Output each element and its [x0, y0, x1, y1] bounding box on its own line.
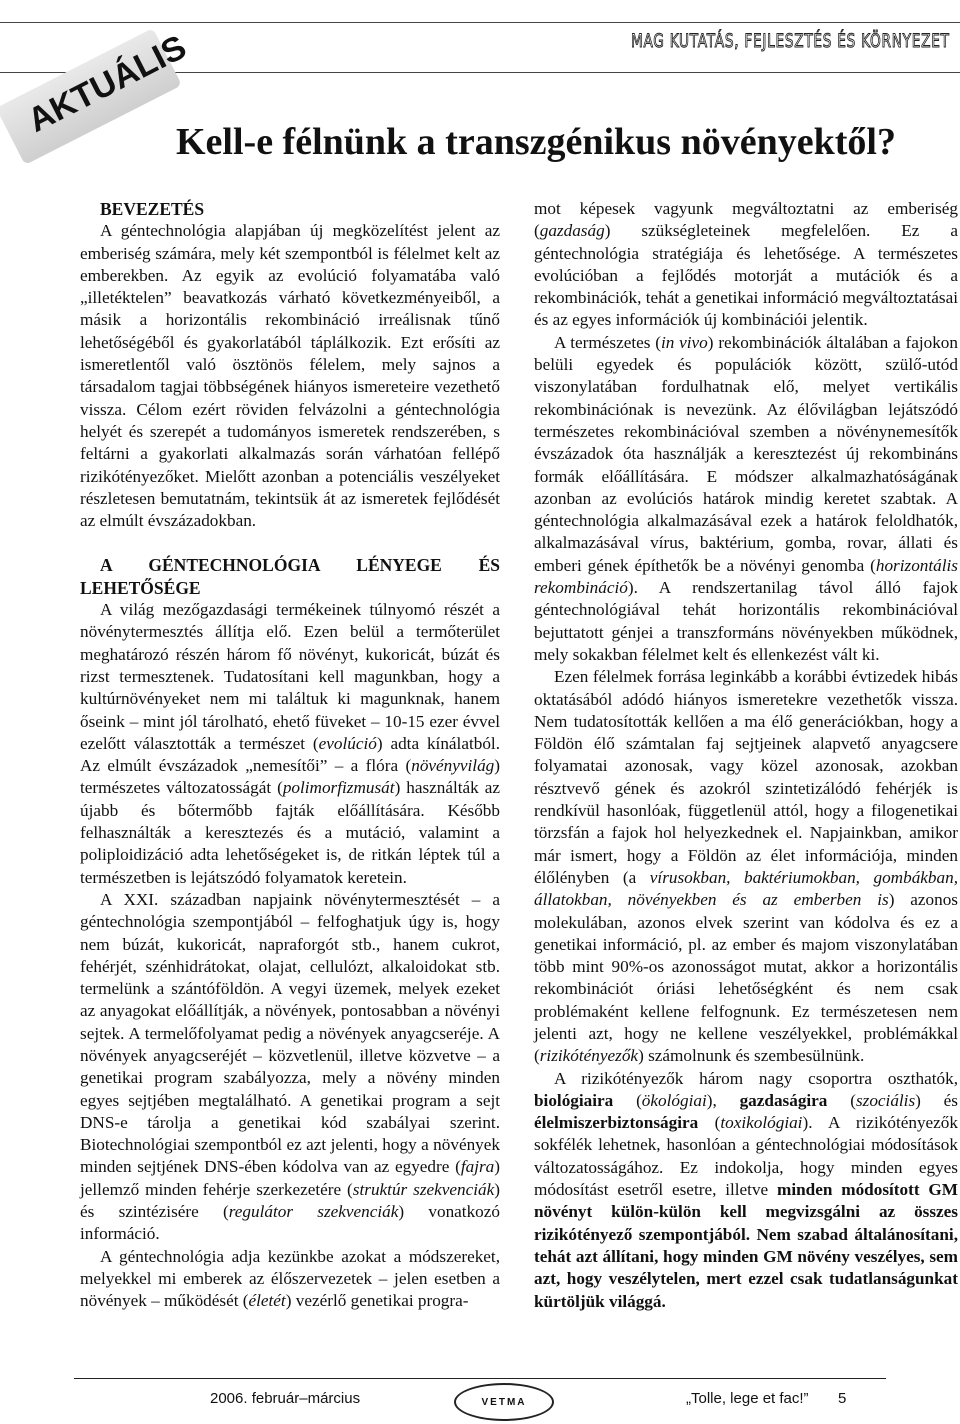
footer-date: 2006. február–március: [210, 1390, 361, 1407]
paragraph-fears: Ezen félelmek forrása leginkább a korábbi évtizedek hibás oktatásából adódó hiányos ismeretekre vezethetők vissza. Nem tudatosították kellően a ma élő generációkban, hogy a Földön élő számtalan faj sejtjeinek alapvető anyagcsere folyamatai azonosak, vagy közel azonosak, azokban résztvevő gének és azokról szintetizálódó fehérjék is rendkívül hasonlóak, függetlenül attól, hogy a filogenetikai törzsfán a fajok hol helyezkednek el. Napjainkban, amikor már ismert, hogy a Földön az élet információja, minden élőlényben (a vírusokban, baktériumokban, gombákban, állatokban, növényekben és az emberben is) azonos molekulában, azonos elvek szerint van kódolva és ez a genetikai információ, pl. az ember és majom viszonylatában több mint 90%-os azonosságot mutat, akkor a horizontális rekombinációt óriási lehetőségként és nem csak problémaként kellene felfognunk. Ez természetesen nem jelenti azt, hogy ne kellene veszélyekkel, problémákkal (rizikótényezők) számolnunk és szembesülnünk.: [534, 667, 958, 1066]
right-column: [534, 198, 958, 1313]
paragraph-crops: A világ mezőgazdasági termékeinek túlnyomó részét a növénytermesztés állítja elő. Ezen belül a termőterület meghatározó részén három fő növényt, kukoricát, búzát és rizst termesztenek. Tudatosítani kell magunkban, hogy a kultúrnövényeket nem mi találtuk ki magunknak, hanem őseink – mint jól tárolható, ehető füveket – 10-15 ezer évvel ezelőtt választották a természet (evolúció) adta kínálatból. Az elmúlt évszázadok „nemesítői” – a flóra (növényvilág) természetes változatosságát (polimorfizmusát) használták az újabb és bőtermőbb fajták előállítására. Később felhasználták a keresztezés és a mutáció, valamint a poliploidizáció adta lehetőségeket is, de ritkán léptek túl a természetben is lejátszódó folyamatok keretein.: [80, 600, 500, 887]
paragraph-risks: A rizikótényezők három nagy csoportra oszthatók, biológiaira (ökológiai), gazdaságira (szociális) és élelmiszerbiztonságira (toxikológiai). A rizikótényezők sokfélék lehetnek, hasonlóan a géntechnológiai módosítások változatosságához. Ez indokolja, hogy minden egyes módosítást esetről esetre, illetve minden módosított GM növényt külön-külön kell megvizsgálni az összes rizikótényező szempontjából. Nem szabad általánosítani, tehát azt állítani, hogy minden GM növény veszélyes, sem azt, hogy veszélytelen, mert ezzel csak tudatlanságunkat kürtöljük világgá.: [534, 1068, 958, 1311]
article-title: Kell-e félnünk a transzgénikus növényektől?: [176, 121, 896, 163]
page-number: 5: [838, 1390, 847, 1407]
footer-rule: [74, 1378, 886, 1379]
paragraph-xxi-century: A XXI. században napjaink növénytermesztését – a géntechnológia szempontjából – felfoghatjuk úgy is, hogy nem búzát, kukoricát, napraforgót stb., hanem cukrot, fehérjét, szénhidrátokat, olajat, cellulózt, alkaloidokat stb. termelünk a szántóföldön. A vegyi üzemek, melyek ezeket az anyagokat előállítják, a növények, pontosabban a növényi sejtek. A termelőfolyamat pedig a növények anyagcseréje. A növények anyagcseréjét – közvetlenül, illetve közvetve – a genetikai program szabályozza, mely a növény minden egyes sejtjében megtalálható. A genetikai program a sejt DNS-e tárolja a genetikai kód szabályai szerint. Biotechnológiai szempontból ez azt jelenti, hogy a növények minden sejtjének DNS-ében kódolva van az egyedre (fajra) jellemző minden fehérje szerkezetére (struktúr szekvenciák) és szintézisére (regulátor szekvenciák) vonatkozó információ.: [80, 889, 501, 1244]
paragraph-recombination: A természetes (in vivo) rekombinációk általában a fajokon belüli egyedek és populációk között, szülő-utód viszonylatában fordulhatnak elő, melyet vertikális rekombinációnak is nevezünk. Az élővilágban lejátszódó természetes rekombinációval szemben a növénynemesítők évszázadok óta használják a keresztezést új rekombináns formák előállítására. E módszer alkalmazhatóságának azonban az evolúciós határok mindig keretet szabtak. A géntechnológia alkalmazásával ezek a határok feloldhatók, alkalmazásával vírus, baktérium, gomba, rovar, állati és emberi gének építhetők be a növényi genomba (horizontális rekombináció). A rendszertanilag távol álló fajok géntechnológiával tehát horizontális rekombinációval bejuttatott génjei a transzformáns növényekben működnek, mely sokakban félelmet kelt és ellenkezést vált ki.: [534, 332, 958, 664]
paragraph-methods: A géntechnológia adja kezünkbe azokat a módszereket, melyekkel mi emberek az élőszervezetek – jelen esetben a növények – működését (életét) vezérlő genetikai progra-: [80, 1246, 500, 1311]
running-head: MAG KUTATÁS, FEJLESZTÉS ÉS KÖRNYEZET: [631, 30, 950, 52]
publisher-logo: VETMA: [454, 1383, 554, 1421]
heading-main: A GÉNTECHNOLÓGIA LÉNYEGE ÉS LEHETŐSÉGE: [80, 555, 500, 598]
section-badge: [0, 27, 193, 165]
paragraph-strategy: mot képesek vagyunk megváltoztatni az emberiség (gazdaság) szükségleteinek megfelelően. Ez a géntechnológia stratégiája és lehetősége. A természetes evolúcióban a fejlődés motorját a mutációk és a rekombinációk, tehát a genetikai információ megváltoztatásai és az egyes információk új kombinációi jelentik.: [534, 199, 958, 330]
header-rule-top: [0, 22, 960, 23]
badge-label: AKTUÁLIS: [21, 27, 193, 140]
paragraph-intro: A géntechnológia alapjában új megközelítést jelent az emberiség számára, mely két szempontból is félelmet kelt az emberekben. Az egyik az evolúció folyamatába való „illetéktelen” beavatkozás várható következményeiből, a másik a horizontális rekombináció irreálisnak tűnő lehetőségéből és gyakorlatából táplálkozik. Ezt erősíti az ismeretlentől való ösztönös félelem, mely sajnos a társadalom tagjai többségének hiányos ismereteire vezethető vissza. Célom ezért röviden felvázolni a géntechnológia helyét és szerepét a tudományos ismeretek rendszerében, s feltárni a gyakorlati alkalmazás során várhatóan fellépő rizikótényezőket. Mielőtt azonban a potenciális veszélyeket részletesen bemutatnám, tekintsük át az ismeretek fejlődését az elmúlt évszázadokban.: [80, 221, 500, 531]
left-column: [80, 198, 500, 1313]
footer-motto: „Tolle, lege et fac!”: [686, 1390, 809, 1407]
heading-intro: BEVEZETÉS: [100, 199, 205, 219]
